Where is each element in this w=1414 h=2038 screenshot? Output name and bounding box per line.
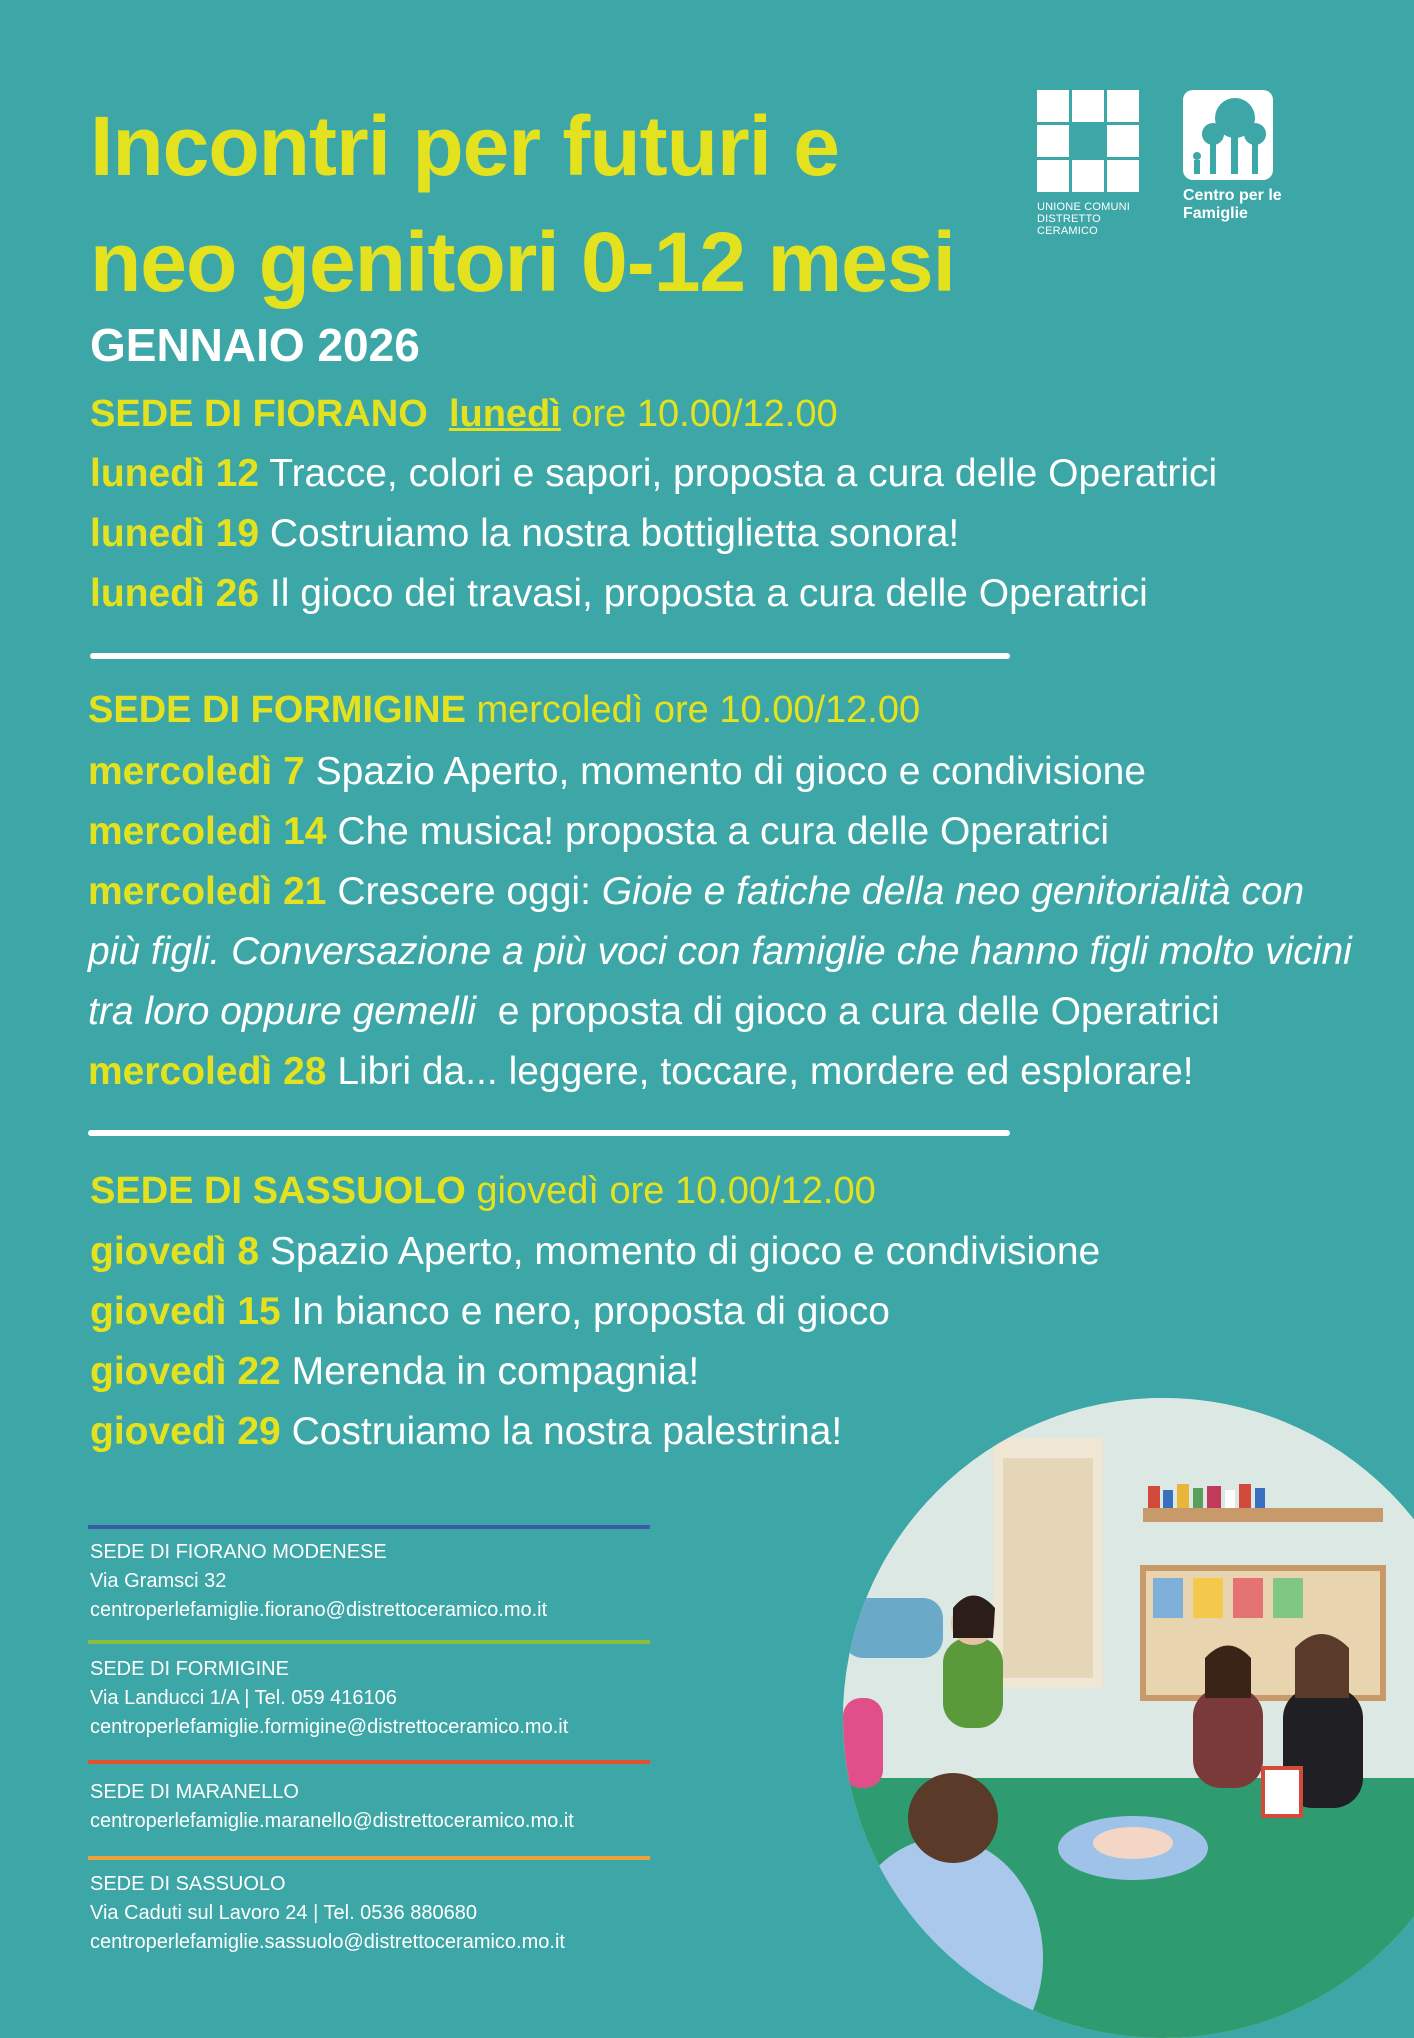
contact-email[interactable]: centroperlefamiglie.formigine@distrettoceramico.mo.it [90,1716,569,1738]
event-day: giovedì 29 [90,1410,281,1453]
fiorano-name: SEDE DI FIORANO [90,393,428,435]
event-day: lunedì 26 [90,572,260,615]
formigine-name: SEDE DI FORMIGINE [88,689,466,731]
list-item [90,512,959,556]
unione-logo-line-1: UNIONE COMUNI [1037,201,1131,213]
event-text: Costruiamo la nostra palestrina! [291,1410,843,1453]
event-text: Spazio Aperto, momento di gioco e condivisione [315,750,1146,793]
contact-email[interactable]: centroperlefamiglie.sassuolo@distrettoceramico.mo.it [90,1931,565,1953]
list-item [88,750,1146,794]
title-line-1: Incontri per futuri e [90,99,840,193]
fiorano-weekday: lunedì [448,393,561,435]
contact-name: SEDE DI MARANELLO [90,1781,299,1803]
contact-address: Via Gramsci 32 [90,1570,227,1592]
contact-address: Via Landucci 1/A | Tel. 059 416106 [90,1687,397,1709]
contact-email[interactable]: centroperlefamiglie.maranello@distrettoceramico.mo.it [90,1810,574,1832]
contact-fiorano [90,1538,547,1625]
event-text: In bianco e nero, proposta di gioco [291,1290,890,1333]
month-heading: GENNAIO 2026 [90,319,420,371]
list-item [88,1050,1194,1094]
list-item [90,1350,699,1394]
contact-formigine [90,1655,568,1742]
unione-comuni-logo [1037,90,1147,237]
formigine-hours: mercoledì ore 10.00/12.00 [476,689,921,731]
event-text: e proposta di gioco a cura delle Operatrici [497,990,1220,1033]
formigine-heading [88,689,920,732]
contact-name: SEDE DI FORMIGINE [90,1658,289,1680]
event-text: Spazio Aperto, momento di gioco e condivisione [269,1230,1101,1273]
centro-logo-line-1: Centro per le [1183,187,1282,204]
list-item [90,1410,842,1454]
sassuolo-heading [90,1170,876,1213]
event-text: Libri da... leggere, toccare, mordere ed esplorare! [337,1050,1194,1093]
contact-maranello [90,1778,574,1836]
event-italic-text: tra loro oppure gemelli [88,990,477,1033]
list-item [90,1290,890,1334]
event-day: mercoledì 28 [88,1050,327,1093]
event-day: giovedì 8 [90,1230,260,1273]
fiorano-hours: ore 10.00/12.00 [571,393,838,435]
list-item [88,810,1109,854]
contact-sassuolo [90,1870,565,1957]
event-text: Che musica! proposta a cura delle Operatrici [337,810,1110,853]
contact-email[interactable]: centroperlefamiglie.fiorano@distrettoceramico.mo.it [90,1599,548,1621]
contact-divider-orange [88,1856,650,1860]
contact-name: SEDE DI FIORANO MODENESE [90,1541,387,1563]
list-item-continued [88,990,1220,1034]
list-item [88,870,1304,914]
list-item [90,452,1217,496]
group-photo [843,1398,1414,2038]
contact-divider-green [88,1640,650,1644]
event-day: lunedì 12 [90,452,260,495]
event-italic-text: Gioie e fatiche della neo genitorialità con [601,870,1305,913]
sassuolo-hours: giovedì ore 10.00/12.00 [476,1170,876,1212]
unione-logo-line-2: DISTRETTO CERAMICO [1037,213,1101,237]
contact-divider-red [88,1760,650,1764]
list-item-continued [88,930,1352,974]
event-text: Il gioco dei travasi, proposta a cura delle Operatrici [269,572,1148,615]
event-day: lunedì 19 [90,512,260,555]
contact-address: Via Caduti sul Lavoro 24 | Tel. 0536 880680 [90,1902,477,1924]
list-item [90,1230,1100,1274]
centro-logo-line-2: Famiglie [1183,205,1248,222]
contact-name: SEDE DI SASSUOLO [90,1873,286,1895]
event-text: Crescere oggi: [337,870,591,913]
list-item [90,572,1148,616]
page-title [90,88,990,320]
unione-grid-icon [1037,90,1139,192]
event-text: Merenda in compagnia! [291,1350,700,1393]
photo-illustration [843,1398,1414,2038]
fiorano-heading [90,393,838,436]
section-divider [88,1130,1010,1136]
event-text: Costruiamo la nostra bottiglietta sonora! [269,512,960,555]
section-divider [90,653,1010,659]
tree-family-icon [1183,90,1273,180]
event-day: giovedì 22 [90,1350,281,1393]
event-day: mercoledì 21 [88,870,327,913]
event-italic-text: più figli. Conversazione a più voci con famiglie che hanno figli molto vicini [88,930,1352,973]
sassuolo-name: SEDE DI SASSUOLO [90,1170,466,1212]
contact-divider-blue [88,1525,650,1529]
centro-famiglie-logo [1183,90,1293,223]
event-day: giovedì 15 [90,1290,281,1333]
event-day: mercoledì 14 [88,810,327,853]
event-text: Tracce, colori e sapori, proposta a cura delle Operatrici [269,452,1218,495]
event-day: mercoledì 7 [88,750,305,793]
title-line-2: neo genitori 0-12 mesi [90,215,955,309]
